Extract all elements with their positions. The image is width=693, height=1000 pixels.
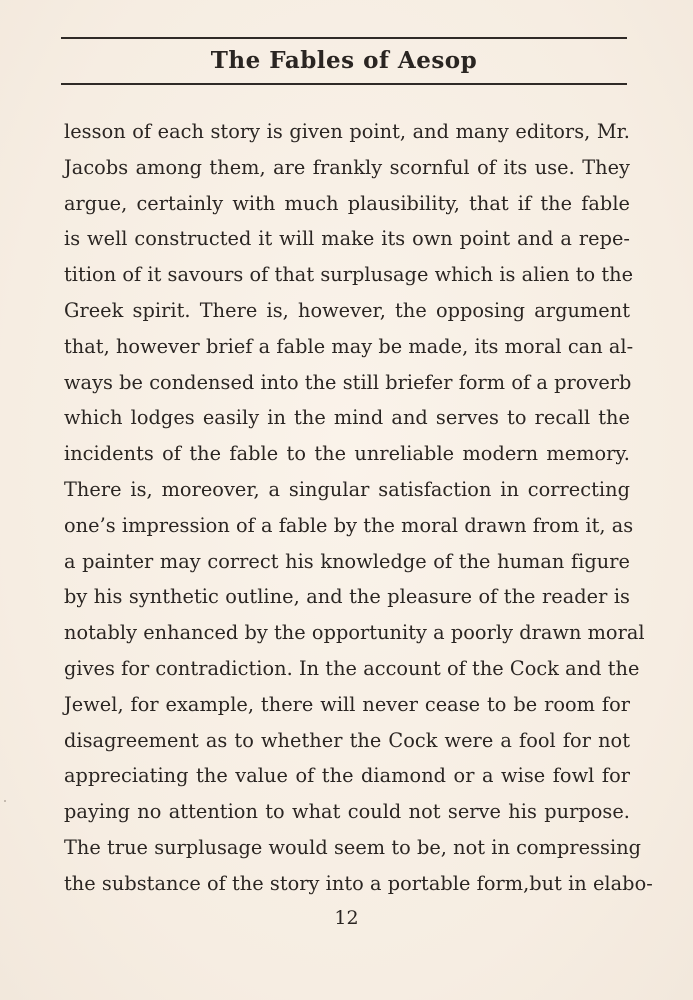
text-line: a painter may correct his knowledge of the human figure xyxy=(64,549,630,573)
text-line: ways be condensed into the still briefer form of a proverb xyxy=(64,370,632,394)
text-line: which lodges easily in the mind and serves to recall the xyxy=(64,406,630,430)
text-line: is well constructed it will make its own point and a repe- xyxy=(64,227,630,251)
text-line: appreciating the value of the diamond or a wise fowl for xyxy=(64,764,630,788)
body-text xyxy=(64,114,653,902)
text-line: incidents of the fable to the unreliable modern memory. xyxy=(64,442,630,466)
header-bottom-rule xyxy=(61,83,627,85)
text-line: by his synthetic outline, and the pleasure of the reader is xyxy=(64,585,630,609)
text-line: There is, moreover, a singular satisfaction in correcting xyxy=(64,477,630,501)
text-line: one’s impression of a fable by the moral drawn from it, as xyxy=(64,513,634,537)
text-line: Greek spirit. There is, however, the opposing argument xyxy=(64,298,630,322)
running-title: The Fables of Aesop xyxy=(210,47,478,74)
page-number: 12 xyxy=(334,907,359,929)
text-line: notably enhanced by the opportunity a poorly drawn moral xyxy=(64,621,645,645)
header-top-rule xyxy=(61,37,627,39)
text-line: tition of it savours of that surplusage which is alien to the xyxy=(64,263,634,287)
text-line: Jacobs among them, are frankly scornful of its use. They xyxy=(64,155,630,179)
text-line: disagreement as to whether the Cock were a fool for not xyxy=(64,728,630,752)
text-line: The true surplusage would seem to be, not in compressing xyxy=(64,835,642,859)
text-line: Jewel, for example, there will never cease to be room for xyxy=(64,692,630,716)
text-line: the substance of the story into a portable form,but in elabo- xyxy=(64,871,653,895)
text-line: lesson of each story is given point, and many editors, Mr. xyxy=(64,120,630,143)
paper-speck xyxy=(4,800,6,802)
text-line: argue, certainly with much plausibility, that if the fable xyxy=(64,191,630,215)
text-line: that, however brief a fable may be made, its moral can al- xyxy=(64,334,634,358)
text-line: paying no attention to what could not serve his purpose. xyxy=(64,800,630,824)
text-line: gives for contradiction. In the account of the Cock and the xyxy=(64,656,640,680)
